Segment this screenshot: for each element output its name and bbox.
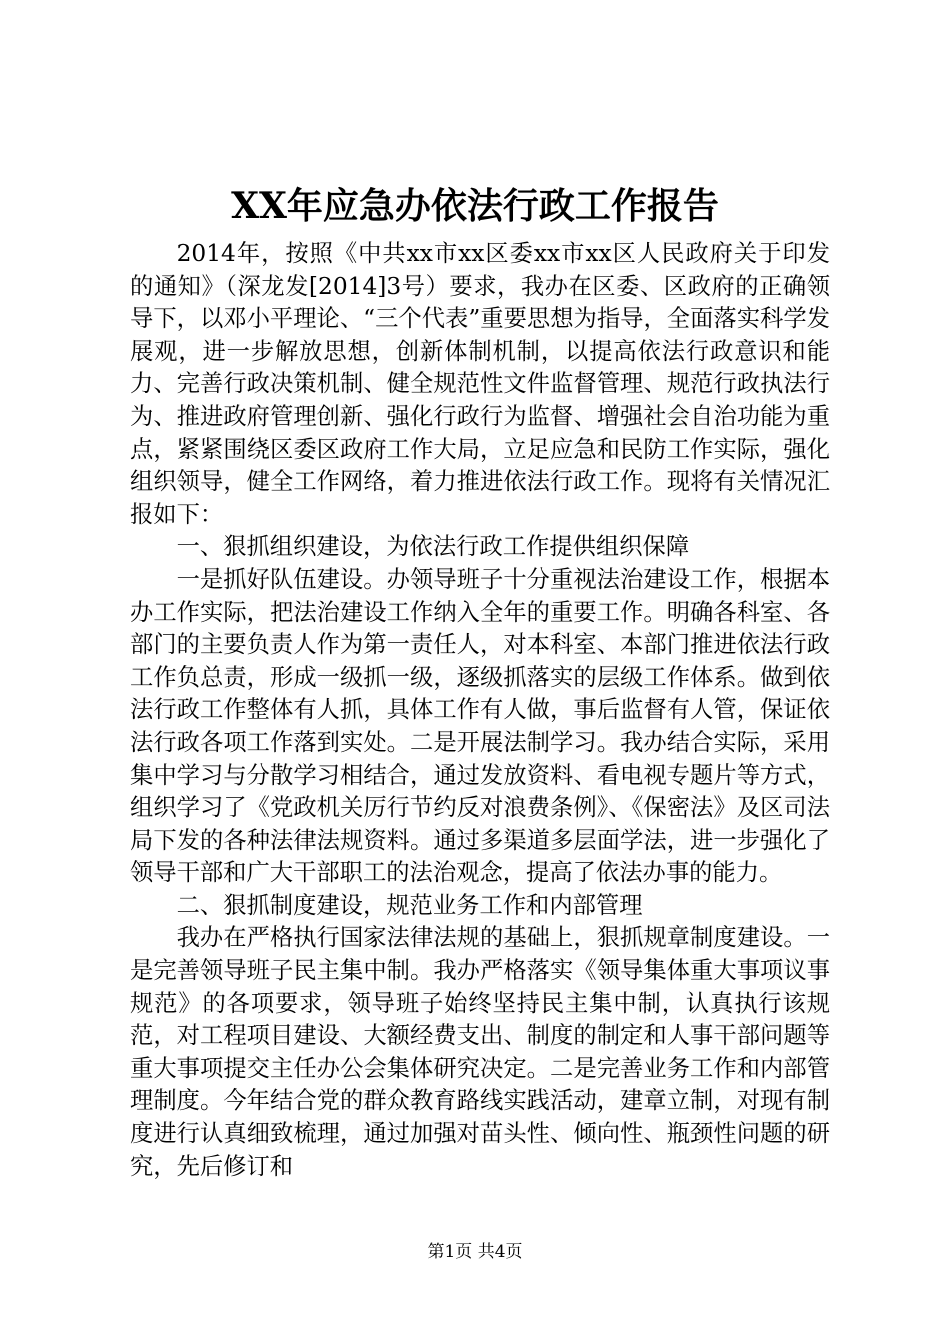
document-title: XX年应急办依法行政工作报告 xyxy=(231,185,719,227)
page-number: 第1页 共4页 xyxy=(427,1242,523,1262)
document-body xyxy=(130,238,830,1183)
paragraph-system: 我办在严格执行国家法律法规的基础上，狠抓规章制度建设。一是完善领导班子民主集中制。我办严格落实《领导集体重大事项议事规范》的各项要求，领导班子始终坚持民主集中制，认真执行该规范，对工程项目建设、大额经费支出、制度的制定和人事干部问题等重大事项提交主任办公会集体研究决定。二是完善业务工作和内部管理制度。今年结合党的群众教育路线实践活动，建章立制，对现有制度进行认真细致梳理，通过加强对苗头性、倾向性、瓶颈性问题的研究，先后修订和 xyxy=(130,924,830,1180)
section-heading-2: 二、狠抓制度建设，规范业务工作和内部管理 xyxy=(176,891,643,919)
paragraph-intro: 2014年，按照《中共xx市xx区委xx市xx区人民政府关于印发的通知》（深龙发[2014]3号）要求，我办在区委、区政府的正确领导下，以邓小平理论、“三个代表”重要思想为指导，全面落实科学发展观，进一步解放思想，创新体制机制，以提高依法行政意识和能力、完善行政决策机制、健全规范性文件监督管理、规范行政执法行为、推进政府管理创新、强化行政行为监督、增强社会自治功能为重点，紧紧围绕区委区政府工作大局，立足应急和民防工作实际，强化组织领导，健全工作网络，着力推进依法行政工作。现将有关情况汇报如下： xyxy=(130,240,830,528)
section-heading-1: 一、狠抓组织建设，为依法行政工作提供组织保障 xyxy=(176,533,690,561)
paragraph-organization: 一是抓好队伍建设。办领导班子十分重视法治建设工作，根据本办工作实际，把法治建设工作纳入全年的重要工作。明确各科室、各部门的主要负责人作为第一责任人，对本科室、本部门推进依法行政工作负总责，形成一级抓一级，逐级抓落实的层级工作体系。做到依法行政工作整体有人抓，具体工作有人做，事后监督有人管，保证依法行政各项工作落到实处。二是开展法制学习。我办结合实际，采用集中学习与分散学习相结合，通过发放资料、看电视专题片等方式，组织学习了《党政机关厉行节约反对浪费条例》、《保密法》及区司法局下发的各种法律法规资料。通过多渠道多层面学法，进一步强化了领导干部和广大干部职工的法治观念，提高了依法办事的能力。 xyxy=(130,565,830,887)
